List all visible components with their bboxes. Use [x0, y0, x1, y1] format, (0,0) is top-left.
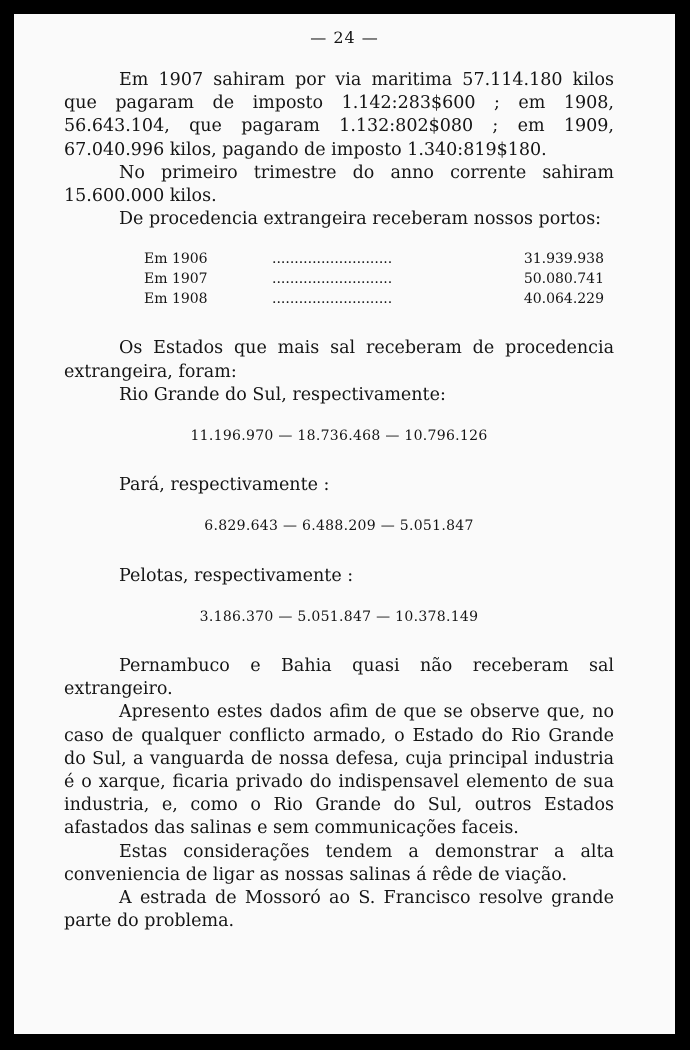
row-dots: ........................... [272, 251, 393, 268]
paragraph-conflict: Apresento estes dados afim de que se observe que, no caso de qualquer conflicto armado, o Estado do Rio Grande do Sul, a vanguarda de nossa defesa, cuja principal industria é o xarque, ficaria privado do indispensavel elemento de sua industria, e, como o Rio Grande do Sul, outros Estados afastados das salinas e sem communicações faceis. [64, 702, 614, 839]
paragraph-considerations: Estas considerações tendem a demonstrar a alta conveniencia de ligar as nossas salinas á rêde de viação. [64, 841, 614, 885]
row-value: 50.080.741 [523, 271, 604, 288]
row-value: 31.939.938 [523, 251, 604, 268]
table-row [144, 269, 604, 289]
state-pelotas-label: Pelotas, respectivamente : [119, 565, 354, 586]
row-label: Em 1908 [144, 291, 208, 308]
state-para-label: Pará, respectivamente : [119, 475, 330, 496]
state-rio-grande-label: Rio Grande do Sul, respectivamente: [119, 384, 446, 405]
state-para-values: 6.829.643 — 6.488.209 — 5.051.847 [204, 518, 474, 535]
paragraph-first-quarter: No primeiro trimestre do anno corrente sahiram 15.600.000 kilos. [64, 162, 614, 207]
table-row [144, 289, 604, 309]
state-pelotas-values: 3.186.370 — 5.051.847 — 10.378.149 [199, 608, 479, 625]
paragraph-exports: Em 1907 sahiram por via maritima 57.114.180 kilos que pagaram de imposto 1.142:283$600 ; em 1908, 56.643.104, que pagaram 1.132:802$080 ; em 1909, 67.040.996 kilos, pagando de imposto 1.340:819$180. [64, 70, 614, 160]
row-label: Em 1907 [144, 271, 208, 288]
imports-table [144, 249, 604, 309]
row-dots: ........................... [272, 291, 393, 308]
table-row [144, 249, 604, 269]
page-number: — 24 — [310, 28, 379, 47]
row-label: Em 1906 [144, 251, 208, 268]
paragraph-states: Os Estados que mais sal receberam de procedencia extrangeira, foram: [64, 338, 614, 382]
state-rio-grande-values: 11.196.970 — 18.736.468 — 10.796.126 [190, 428, 488, 445]
row-value: 40.064.229 [523, 291, 604, 308]
body-text [64, 69, 614, 933]
paragraph-railway: A estrada de Mossoró ao S. Francisco resolve grande parte do problema. [64, 888, 614, 932]
row-dots: ........................... [272, 271, 393, 288]
paragraph-pernambuco: Pernambuco e Bahia quasi não receberam sal extrangeiro. [64, 656, 614, 700]
paragraph-foreign-origin: De procedencia extrangeira receberam nossos portos: [119, 209, 602, 230]
document-page [14, 14, 675, 1034]
